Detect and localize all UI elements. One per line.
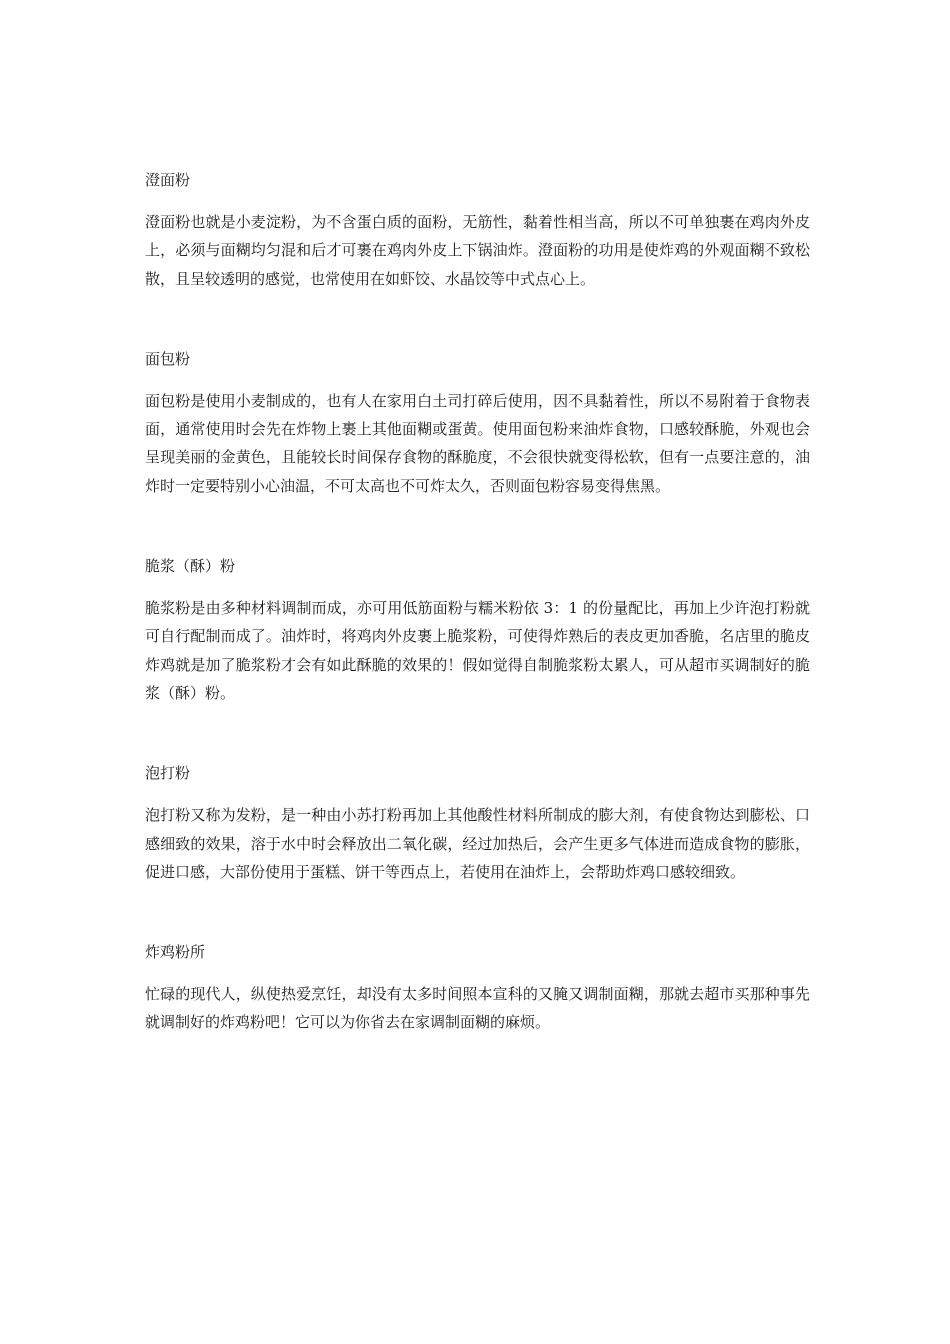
section-mian-bao-fen [145,345,810,500]
section-heading: 澄面粉 [145,171,191,189]
section-heading: 面包粉 [145,349,191,368]
section-heading: 泡打粉 [145,764,191,783]
section-paragraph: 澄面粉也就是小麦淀粉，为不含蛋白质的面粉，无筋性，黏着性相当高，所以不可单独裹在鸡肉外皮上，必须与面糊均匀混和后才可裹在鸡肉外皮上下锅油炸。澄面粉的功用是使炸鸡的外观面糊不致松散，且呈较透明的感觉，也常使用在如虾饺、水晶饺等中式点心上。 [145,213,810,288]
section-heading: 炸鸡粉所 [145,943,206,962]
section-zha-ji-fen [145,938,810,1037]
section-paragraph: 泡打粉又称为发粉，是一种由小苏打粉再加上其他酸性材料所制成的膨大剂，有使食物达到膨松、口感细致的效果，溶于水中时会释放出二氧化碳，经过加热后，会产生更多气体进而造成食物的膨胀，促进口感，大部份使用于蛋糕、饼干等西点上，若使用在油炸上，会帮助炸鸡口感较细致。 [145,806,810,881]
section-heading: 脆浆（酥）粉 [145,557,236,576]
section-paragraph: 面包粉是使用小麦制成的，也有人在家用白土司打碎后使用，因不具黏着性，所以不易附着于食物表面，通常使用时会先在炸物上裹上其他面糊或蛋黄。使用面包粉来油炸食物，口感较酥脆，外观也会呈现美丽的金黄色，且能较长时间保存食物的酥脆度，不会很快就变得松软，但有一点要注意的，油炸时一定要特别小心油温，不可太高也不可炸太久，否则面包粉容易变得焦黑。 [145,391,810,495]
document-page [145,166,810,1089]
section-cui-jiang-fen [145,552,810,707]
section-paragraph: 脆浆粉是由多种材料调制而成，亦可用低筋面粉与糯米粉依 3：1 的份量配比，再加上少许泡打粉就可自行配制而成了。油炸时，将鸡肉外皮裹上脆浆粉，可使得炸熟后的表皮更加香脆，名店里的脆皮炸鸡就是加了脆浆粉才会有如此酥脆的效果的！假如觉得自制脆浆粉太累人，可从超市买调制好的脆浆（酥）粉。 [145,599,810,702]
section-paragraph: 忙碌的现代人，纵使热爱烹饪，却没有太多时间照本宣科的又腌又调制面糊，那就去超市买那种事先就调制好的炸鸡粉吧！它可以为你省去在家调制面糊的麻烦。 [145,985,810,1032]
section-cheng-mian-fen [145,166,810,293]
section-pao-da-fen [145,759,810,886]
